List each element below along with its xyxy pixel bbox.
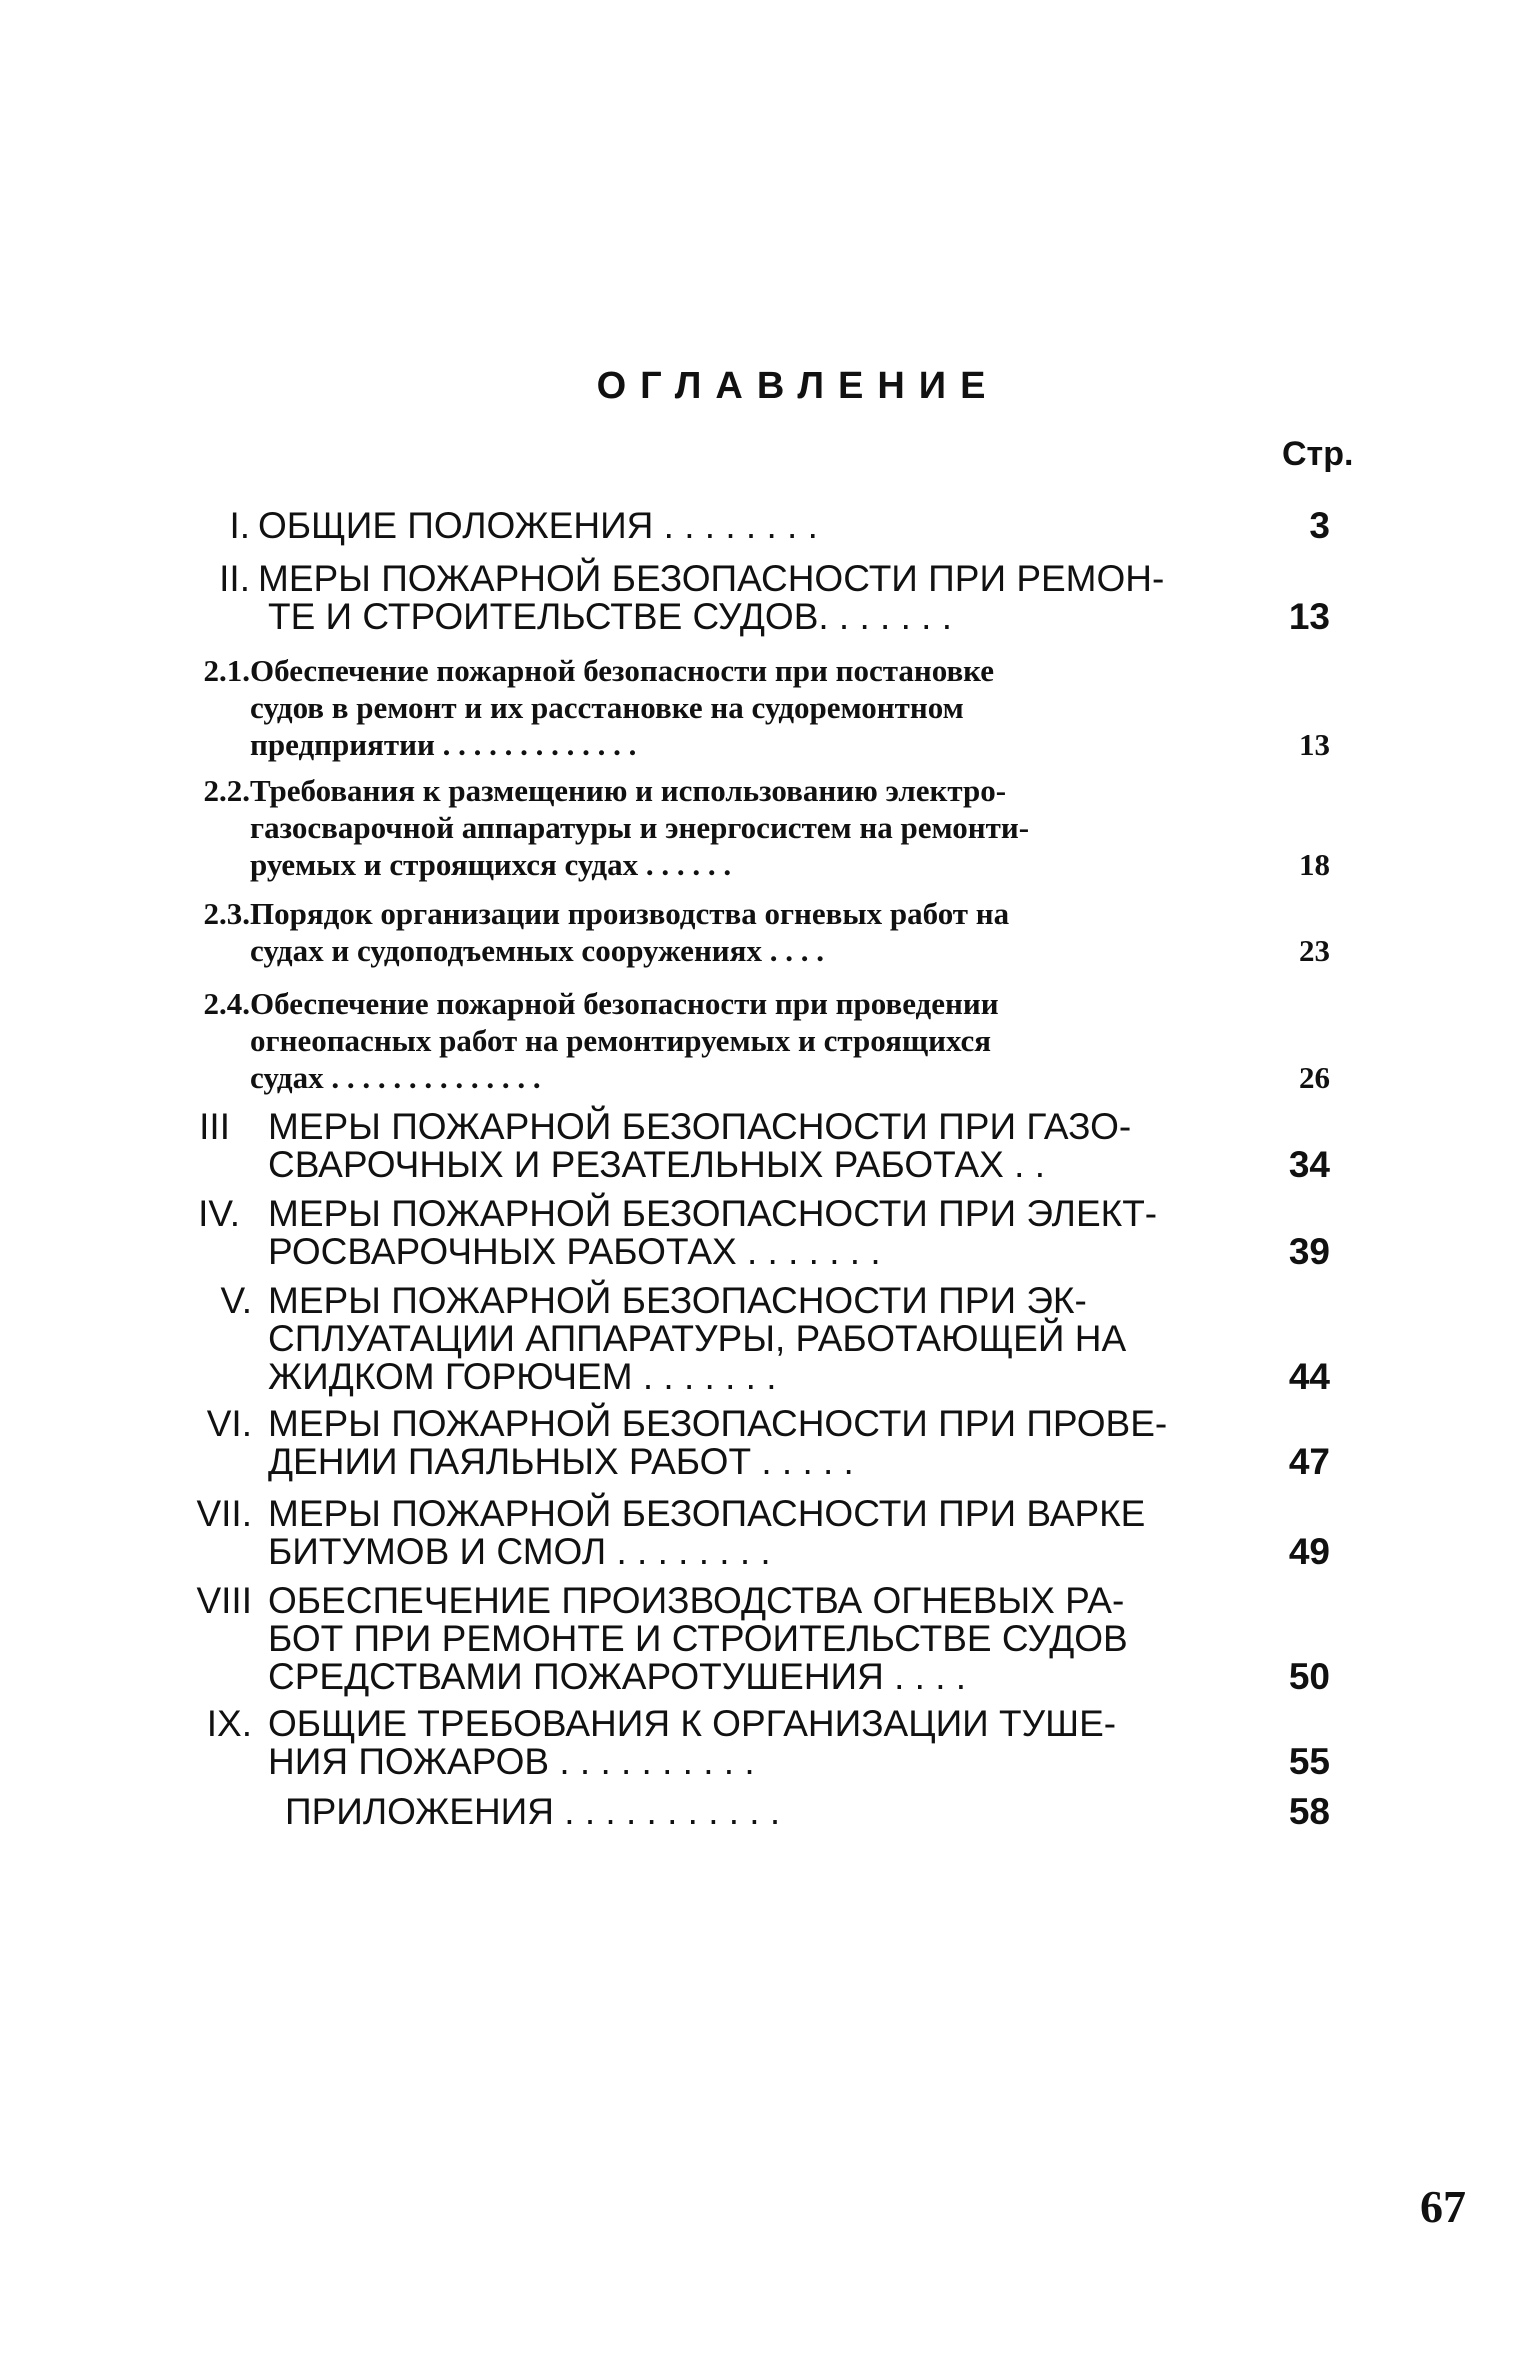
- entry-page: 26: [1299, 1060, 1330, 1095]
- entry-text: [268, 1495, 1258, 1571]
- entry-page: 58: [1288, 1791, 1330, 1832]
- entry-number: 2.3.: [203, 896, 250, 931]
- entry-text: [268, 1108, 1258, 1184]
- entry-number: IX.: [206, 1703, 252, 1744]
- entry-line: Требования к размещению и использованию электро-: [250, 773, 1007, 808]
- entry-text: [250, 652, 1240, 763]
- entry-number: VIII: [196, 1580, 252, 1621]
- entry-line: МЕРЫ ПОЖАРНОЙ БЕЗОПАСНОСТИ ПРИ ПРОВЕ-: [268, 1403, 1168, 1444]
- entry-page: 55: [1288, 1741, 1330, 1782]
- entry-number: 2.1.: [203, 653, 250, 688]
- entry-page: 49: [1288, 1531, 1330, 1572]
- entry-number: I.: [229, 505, 250, 546]
- entry-number: 2.2.: [203, 773, 250, 808]
- entry-line: БОТ ПРИ РЕМОНТЕ И СТРОИТЕЛЬСТВЕ СУДОВ: [268, 1618, 1128, 1659]
- entry-page: 23: [1299, 933, 1330, 968]
- entry-line: судов в ремонт и их расстановке на судоремонтном: [250, 690, 964, 725]
- entry-line: МЕРЫ ПОЖАРНОЙ БЕЗОПАСНОСТИ ПРИ ВАРКЕ: [268, 1493, 1146, 1534]
- entry-page: 18: [1299, 847, 1330, 882]
- entry-page: 39: [1288, 1231, 1330, 1272]
- entry-page: 3: [1309, 505, 1330, 546]
- entry-line: МЕРЫ ПОЖАРНОЙ БЕЗОПАСНОСТИ ПРИ ГАЗО-: [268, 1106, 1132, 1147]
- entry-page: 13: [1288, 596, 1330, 637]
- entry-line: ОБЩИЕ ПОЛОЖЕНИЯ . . . . . . . .: [258, 505, 818, 546]
- entry-line: НИЯ ПОЖАРОВ . . . . . . . . . .: [268, 1741, 755, 1782]
- entry-number: VII.: [196, 1493, 252, 1534]
- entry-number: VI.: [206, 1403, 252, 1444]
- entry-line: газосварочной аппаратуры и энергосистем на ремонти-: [250, 810, 1030, 845]
- entry-line: ОБЕСПЕЧЕНИЕ ПРОИЗВОДСТВА ОГНЕВЫХ РА-: [268, 1580, 1125, 1621]
- entry-page: 47: [1288, 1441, 1330, 1482]
- entry-line: БИТУМОВ И СМОЛ . . . . . . . .: [268, 1531, 771, 1572]
- entry-text: [250, 895, 1240, 969]
- entry-number: III: [199, 1106, 230, 1147]
- entry-line: Порядок организации производства огневых работ на: [250, 896, 1010, 931]
- entry-text: [268, 1705, 1258, 1781]
- entry-page: 13: [1299, 727, 1330, 762]
- entry-line: МЕРЫ ПОЖАРНОЙ БЕЗОПАСНОСТИ ПРИ ЭК-: [268, 1280, 1087, 1321]
- entry-line: огнеопасных работ на ремонтируемых и строящихся: [250, 1023, 992, 1058]
- entry-line: предприятии . . . . . . . . . . . . .: [250, 727, 637, 762]
- entry-line: ПРИЛОЖЕНИЯ . . . . . . . . . . .: [285, 1791, 781, 1832]
- entry-text: [268, 1195, 1258, 1271]
- entry-page: 44: [1288, 1356, 1330, 1397]
- entry-line: МЕРЫ ПОЖАРНОЙ БЕЗОПАСНОСТИ ПРИ РЕМОН-: [258, 558, 1165, 599]
- entry-text: [250, 772, 1240, 883]
- entry-text: [250, 985, 1240, 1096]
- entry-line: СРЕДСТВАМИ ПОЖАРОТУШЕНИЯ . . . .: [268, 1656, 967, 1697]
- entry-page: 50: [1288, 1656, 1330, 1697]
- entry-line: судах и судоподъемных сооружениях . . . .: [250, 933, 824, 968]
- entry-line: ТЕ И СТРОИТЕЛЬСТВЕ СУДОВ. . . . . . .: [268, 596, 953, 637]
- entry-line: Обеспечение пожарной безопасности при постановке: [250, 653, 995, 688]
- entry-text: [258, 560, 1248, 636]
- entry-text: [268, 1582, 1258, 1696]
- entry-page: 34: [1288, 1144, 1330, 1185]
- entry-line: ЖИДКОМ ГОРЮЧЕМ . . . . . . .: [268, 1356, 777, 1397]
- entry-line: руемых и строящихся судах . . . . . .: [250, 847, 732, 882]
- page-title: ОГЛАВЛЕНИЕ: [596, 365, 1000, 407]
- entry-line: РОСВАРОЧНЫХ РАБОТАХ . . . . . . .: [268, 1231, 881, 1272]
- page-number: 67: [1420, 2181, 1466, 2232]
- entry-line: МЕРЫ ПОЖАРНОЙ БЕЗОПАСНОСТИ ПРИ ЭЛЕКТ-: [268, 1193, 1158, 1234]
- entry-line: Обеспечение пожарной безопасности при проведении: [250, 986, 999, 1021]
- entry-text: [268, 1405, 1258, 1481]
- entry-number: 2.4.: [203, 986, 250, 1021]
- entry-line: СПЛУАТАЦИИ АППАРАТУРЫ, РАБОТАЮЩЕЙ НА: [268, 1318, 1127, 1359]
- page-column-label: Стр.: [1282, 435, 1354, 473]
- entry-line: ДЕНИИ ПАЯЛЬНЫХ РАБОТ . . . . .: [268, 1441, 854, 1482]
- entry-text: [258, 507, 1248, 545]
- entry-number: IV.: [198, 1193, 240, 1234]
- entry-line: СВАРОЧНЫХ И РЕЗАТЕЛЬНЫХ РАБОТАХ . .: [268, 1144, 1045, 1185]
- entry-text: [268, 1282, 1258, 1396]
- entry-number: II.: [219, 558, 250, 599]
- entry-line: судах . . . . . . . . . . . . . .: [250, 1060, 541, 1095]
- entry-number: V.: [220, 1280, 252, 1321]
- entry-text: [285, 1793, 1275, 1831]
- entry-line: ОБЩИЕ ТРЕБОВАНИЯ К ОРГАНИЗАЦИИ ТУШЕ-: [268, 1703, 1117, 1744]
